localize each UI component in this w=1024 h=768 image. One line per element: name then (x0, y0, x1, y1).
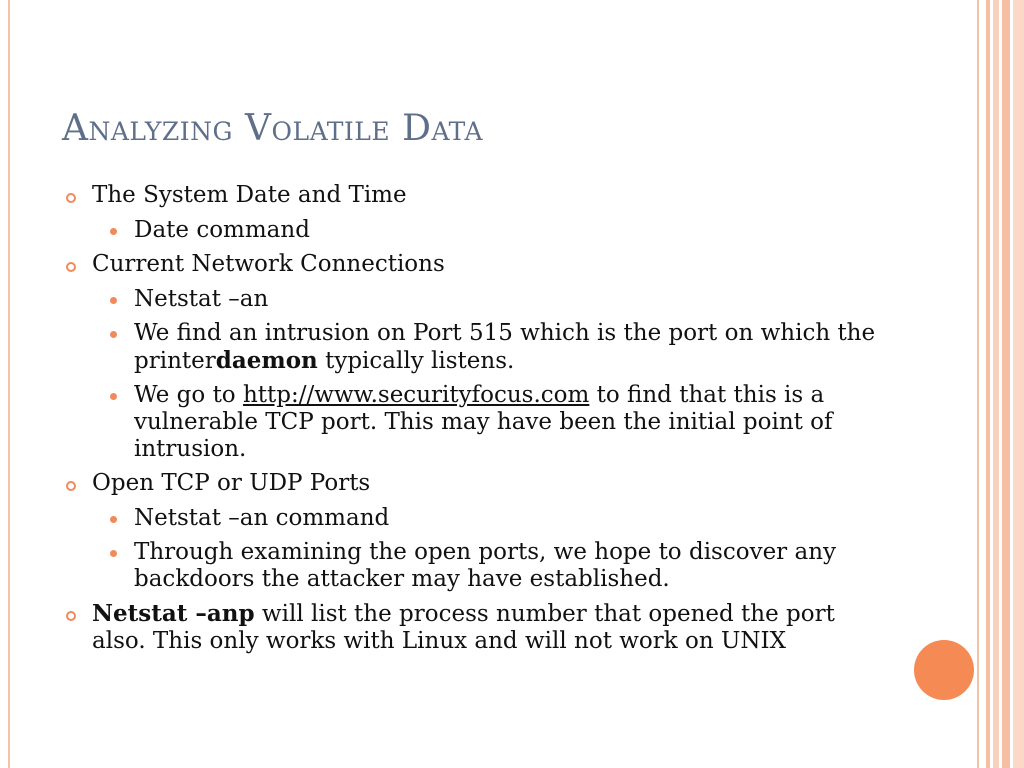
dot-bullet-icon (110, 331, 117, 338)
sub-bullet-item (62, 505, 882, 532)
decorative-stripe (993, 0, 999, 768)
sub-bullet-item (62, 382, 882, 463)
decorative-circle (914, 640, 974, 700)
dot-bullet-icon (110, 228, 117, 235)
bullet-text: Open TCP or UDP Ports (92, 470, 371, 496)
ring-bullet-icon (66, 481, 76, 491)
bullet-text: The System Date and Time (92, 182, 407, 208)
dot-bullet-icon (110, 550, 117, 557)
ring-bullet-icon (66, 611, 76, 621)
dot-bullet-icon (110, 393, 117, 400)
sub-bullet-text-end: typically listens. (317, 348, 515, 374)
bold-term: Netstat –anp (92, 600, 255, 627)
securityfocus-link[interactable]: http://www.securityfocus.com (242, 382, 590, 408)
sub-bullet-item (62, 217, 882, 244)
dot-bullet-icon (110, 516, 117, 523)
slide-body (62, 182, 882, 663)
sub-bullet-item (62, 286, 882, 313)
bullet-item (62, 251, 882, 278)
decorative-stripe (1002, 0, 1010, 768)
ring-bullet-icon (66, 262, 76, 272)
decorative-stripe (986, 0, 990, 768)
sub-bullet-text: Netstat –an (134, 286, 269, 312)
dot-bullet-icon (110, 297, 117, 304)
sub-bullet-text: Netstat –an command (134, 505, 390, 531)
slide-title: Analyzing Volatile Data (62, 108, 484, 149)
ring-bullet-icon (66, 193, 76, 203)
sub-bullet-text: Through examining the open ports, we hope to discover any backdoors the attacker may have established. (134, 539, 837, 592)
decorative-stripe (1013, 0, 1024, 768)
bold-term: daemon (215, 347, 318, 374)
sub-bullet-text-end: to find that this is a vulnerable TCP port. This may have been the initial point of intrusion. (134, 382, 833, 462)
sub-bullet-text: Date command (134, 217, 310, 243)
bullet-item (62, 182, 882, 209)
sub-bullet-text-start: We find an intrusion on Port 515 which is the port on which the printer (134, 320, 876, 374)
bullet-text: Current Network Connections (92, 251, 445, 277)
bullet-item (62, 470, 882, 497)
sub-bullet-item (62, 320, 882, 375)
bullet-item (62, 600, 882, 655)
sub-bullet-text-start: We go to (134, 382, 243, 408)
bullet-text-end: will list the process number that opened the port also. This only works with Linux and will not work on UNIX (92, 601, 835, 654)
sub-bullet-item (62, 539, 882, 593)
